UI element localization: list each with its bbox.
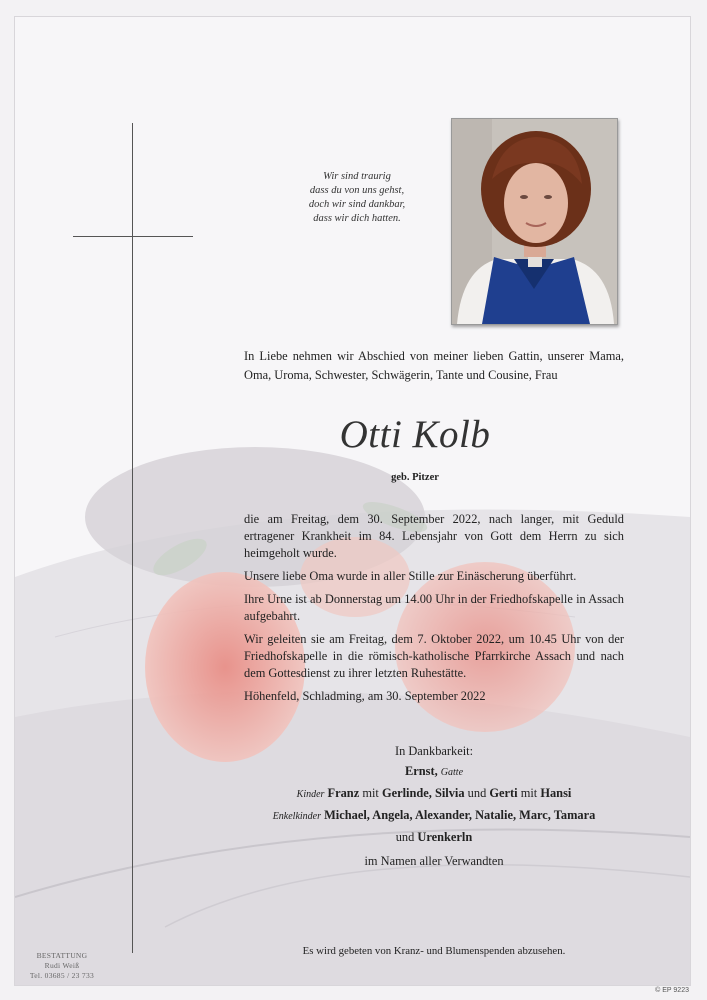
intro-text: In Liebe nehmen wir Abschied von meiner lieben Gattin, unserer Mama, Oma, Uroma, Schwester, Schwägerin, Tante und Cousine, Frau xyxy=(244,349,624,382)
obituary-sheet xyxy=(14,16,691,986)
great-grandchildren: Urenkerln xyxy=(417,830,473,844)
child-name: Franz xyxy=(327,786,360,800)
portrait-photo xyxy=(451,118,618,325)
memorial-cross-horizontal xyxy=(73,236,193,237)
memorial-poem xyxy=(277,170,437,226)
poem-line: Wir sind traurig xyxy=(323,171,391,182)
poem-line: doch wir sind dankbar, xyxy=(308,199,406,210)
grandchildren-names: Michael, Angela, Alexander, Natalie, Marc, Tamara xyxy=(324,808,596,822)
memorial-cross-vertical xyxy=(132,123,133,953)
child-name: Hansi xyxy=(540,786,572,800)
portrait-image xyxy=(452,119,617,324)
connector-word: mit xyxy=(362,786,379,800)
children-line xyxy=(244,783,624,805)
child-name: Gerti xyxy=(489,786,518,800)
connector-word: mit xyxy=(520,786,538,800)
husband-label: Gatte xyxy=(440,767,464,778)
deceased-name: Otti Kolb xyxy=(339,413,491,456)
great-grandchildren-line xyxy=(244,827,624,847)
child-name: Gerlinde, Silvia xyxy=(381,786,465,800)
undertaker-stamp xyxy=(19,951,105,981)
undertaker-name: Rudi Weiß xyxy=(44,961,80,970)
poem-line: dass wir dich hatten. xyxy=(313,213,401,224)
connector-word: und xyxy=(467,786,487,800)
print-code: © EP 9223 xyxy=(655,987,689,994)
place-date: Höhenfeld, Schladming, am 30. September 2022 xyxy=(244,689,486,703)
urn-viewing: Ihre Urne ist ab Donnerstag um 14.00 Uhr in der Friedhofskapelle in Assach aufgebahrt. xyxy=(244,592,624,623)
funeral-details: Wir geleiten sie am Freitag, dem 7. Oktober 2022, um 10.45 Uhr von der Friedhofskapelle in die römisch-katholische Pfarrkirche Assach und nach dem Gottesdienst zu ihrer letzten Ruhestätte. xyxy=(244,632,624,680)
death-announcement: die am Freitag, dem 30. September 2022, nach langer, mit Geduld ertragener Krankheit im 84. Lebensjahr von Gott dem Herrn zu sich heimgeholt wurde. xyxy=(244,512,624,560)
mourners-list xyxy=(244,741,624,871)
family-line: im Namen aller Verwandten xyxy=(364,854,504,868)
undertaker-title: BESTATTUNG xyxy=(36,951,88,960)
poem-line: dass du von uns gehst, xyxy=(309,185,405,196)
undertaker-phone: Tel. 03685 / 23 733 xyxy=(29,971,95,980)
connector-word: und xyxy=(395,830,415,844)
husband-line xyxy=(244,761,624,783)
thanks-heading: In Dankbarkeit: xyxy=(394,744,474,758)
obituary-body xyxy=(244,511,624,711)
donation-note: Es wird gebeten von Kranz- und Blumenspenden abzusehen. xyxy=(302,945,566,957)
grandchildren-line xyxy=(244,805,624,827)
children-label: Kinder xyxy=(296,789,325,800)
cremation-note: Unsere liebe Oma wurde in aller Stille zur Einäscherung überführt. xyxy=(244,569,577,583)
grandchildren-label: Enkelkinder xyxy=(272,811,321,822)
husband-name: Ernst, xyxy=(404,764,438,778)
birth-name: geb. Pitzer xyxy=(391,472,439,483)
